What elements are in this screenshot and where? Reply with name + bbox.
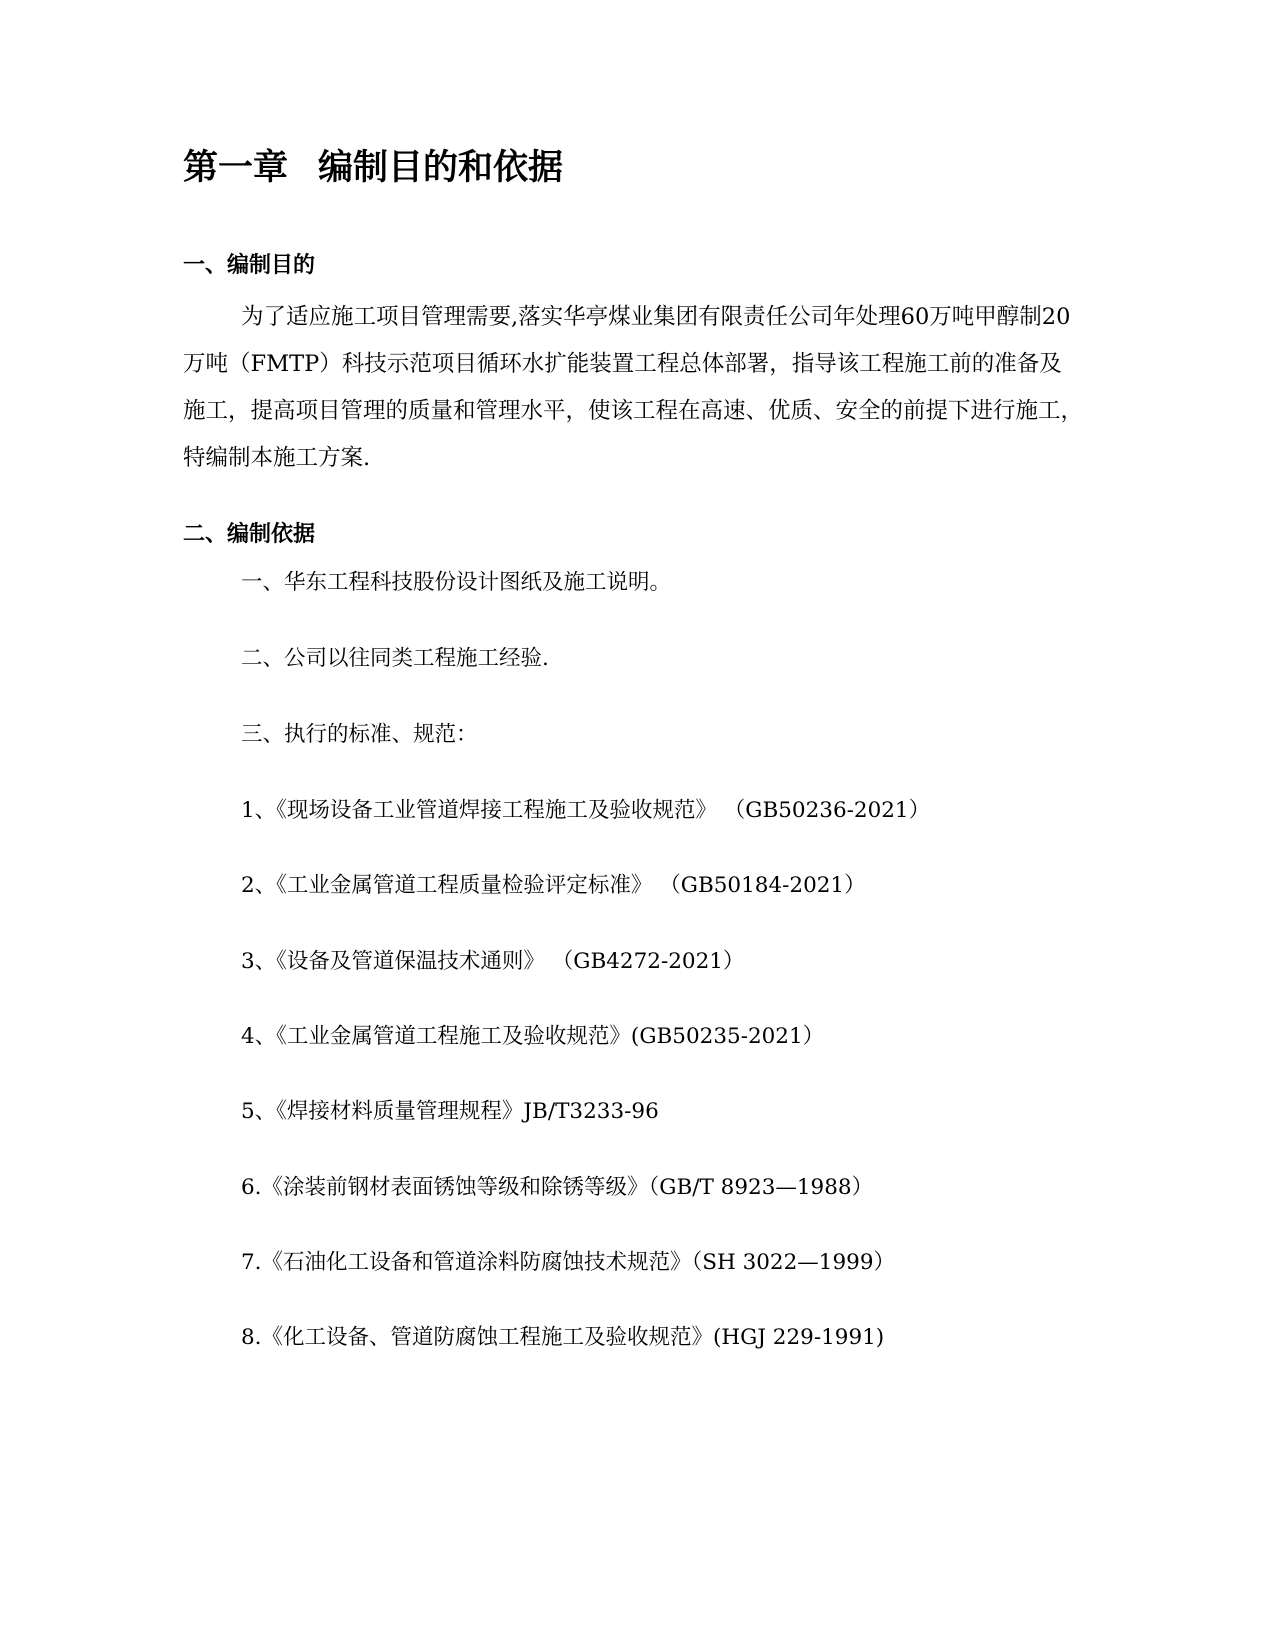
- purpose-paragraph: 为了适应施工项目管理需要,落实华亭煤业集团有限责任公司年处理60万吨甲醇制20万吨（FMTP）科技示范项目循环水扩能装置工程总体部署，指导该工程施工前的准备及施工，提高项目管理的质量和管理水平，使该工程在高速、优质、安全的前提下进行施工，特编制本施工方案.: [183, 304, 1084, 471]
- standard-item: 8.《化工设备、管道防腐蚀工程施工及验收规范》(HGJ 229-1991): [241, 1325, 885, 1350]
- standard-item: 6.《涂装前钢材表面锈蚀等级和除锈等级》（GB/T 8923—1988）: [241, 1175, 874, 1200]
- standard-item: 2、《工业金属管道工程质量检验评定标准》 （GB50184-2021）: [241, 873, 866, 898]
- chapter-title-text: 编制目的和依据: [318, 148, 564, 188]
- section-heading-purpose: 一、编制目的: [183, 253, 316, 278]
- standard-item: 4、《工业金属管道工程施工及验收规范》(GB50235-2021）: [241, 1024, 825, 1049]
- chapter-number: 第一章: [183, 148, 289, 188]
- chapter-title: [183, 148, 563, 188]
- basis-item: 二、公司以往同类工程施工经验.: [241, 646, 549, 671]
- standard-item: 1、《现场设备工业管道焊接工程施工及验收规范》 （GB50236-2021）: [241, 798, 931, 823]
- standard-item: 7.《石油化工设备和管道涂料防腐蚀技术规范》（SH 3022—1999）: [241, 1250, 896, 1275]
- section-heading-basis: 二、编制依据: [183, 522, 316, 547]
- basis-item: 一、华东工程科技股份设计图纸及施工说明。: [241, 570, 672, 595]
- standard-item: 5、《焊接材料质量管理规程》JB/T3233-96: [241, 1099, 659, 1124]
- standard-item: 3、《设备及管道保温技术通则》 （GB4272-2021）: [241, 949, 745, 974]
- basis-item: 三、执行的标准、规范：: [241, 722, 478, 747]
